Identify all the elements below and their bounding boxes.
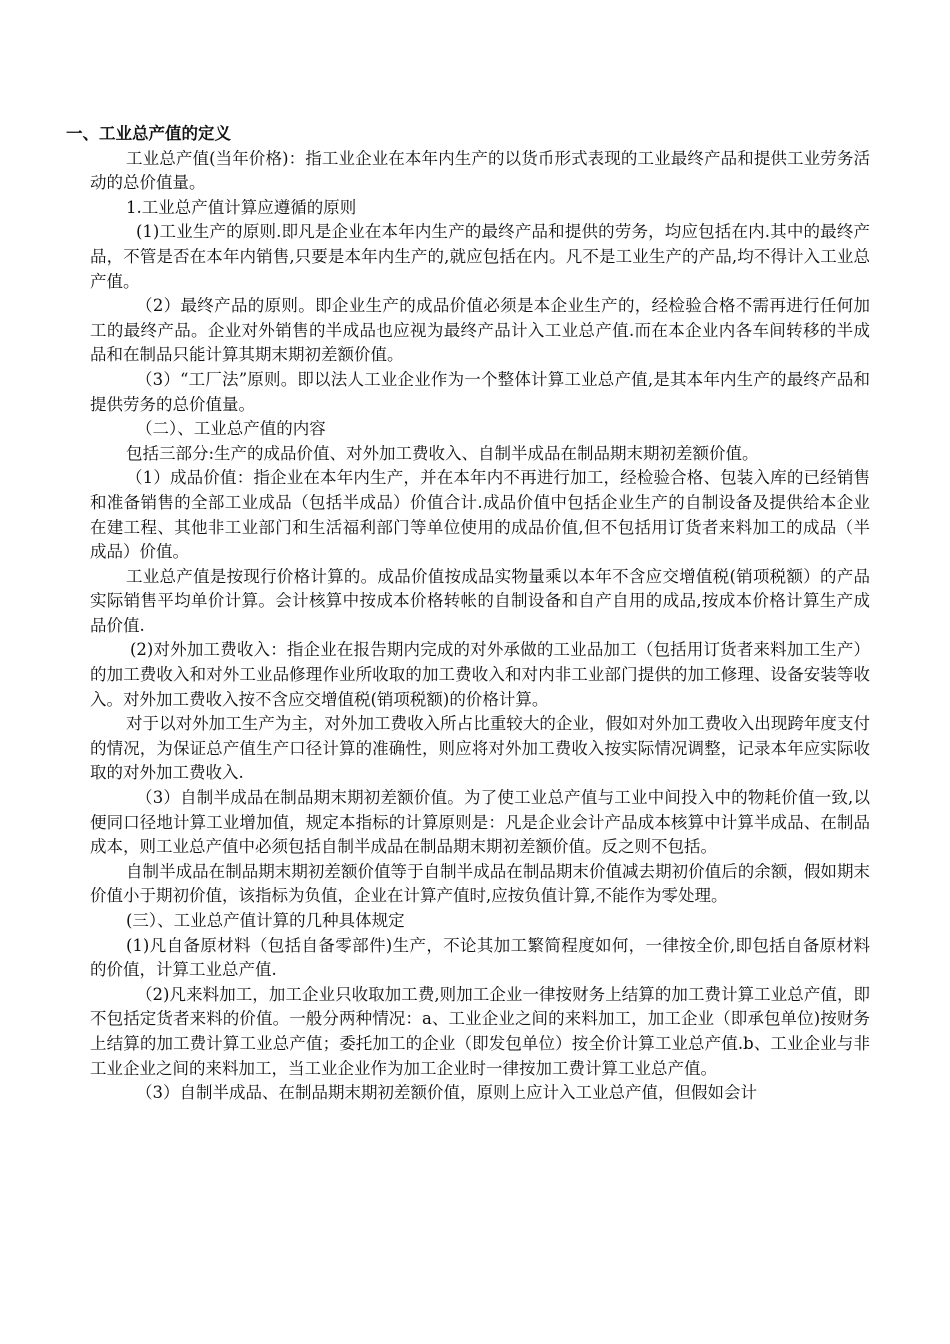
processing-fee-paragraph: (2)对外加工费收入：指企业在报告期内完成的对外承做的工业品加工（包括用订货者来料加工生产）的加工费收入和对外工业品修理作业所收取的加工费收入和对内非工业部门提供的加工修理、设备安装等收入。对外加工费收入按不含应交增值税(销项税额)的价格计算。 [90,640,870,709]
section-heading: 一、工业总产值的定义 [66,124,231,143]
regulation-2-paragraph: （2)凡来料加工，加工企业只收取加工费,则加工企业一律按财务上结算的加工费计算工业总产值，即不包括定货者来料的价值。一般分两种情况：a、工业企业之间的来料加工，加工企业（即承包单位)按财务上结算的加工费计算工业总产值；委托加工的企业（即发包单位）按全价计算工业总产值.b、工业企业与非工业企业之间的来料加工，当工业企业作为加工企业时一律按加工费计算工业总产值。 [90,984,870,1078]
principle-1-paragraph: (1)工业生产的原则.即凡是企业在本年内生产的最终产品和提供的劳务，均应包括在内.其中的最终产品，不管是否在本年内销售,只要是本年内生产的,就应包括在内。凡不是工业生产的产品,均不得计入工业总产值。 [90,222,870,291]
semi-finished-paragraph: （3）自制半成品在制品期末期初差额价值。为了使工业总产值与工业中间投入中的物耗价值一致,以便同口径地计算工业增加值，规定本指标的计算原则是：凡是企业会计产品成本核算中计算半成品、在制品成本，则工业总产值中必须包括自制半成品在制品期末期初差额价值。反之则不包括。 [90,788,870,857]
semi-finished-difference-paragraph: 自制半成品在制品期末期初差额价值等于自制半成品在制品期末价值减去期初价值后的余额，假如期末价值小于期初价值，该指标为负值，企业在计算产值时,应按负值计算,不能作为零处理。 [90,861,870,906]
principles-subheading: 1.工业总产值计算应遵循的原则 [126,197,357,217]
principle-2-paragraph: （2）最终产品的原则。即企业生产的成品价值必须是本企业生产的，经检验合格不需再进行任何加工的最终产品。企业对外销售的半成品也应视为最终产品计入工业总产值.而在本企业内各车间转移的半成品和在制品只能计算其期末期初差额价值。 [90,296,870,365]
contents-subheading: （二）、工业总产值的内容 [136,419,326,439]
principle-3-paragraph: （3）“工厂法”原则。即以法人工业企业作为一个整体计算工业总产值,是其本年内生产的最终产品和提供劳务的总价值量。 [90,369,870,414]
regulation-3-paragraph: （3）自制半成品、在制品期末期初差额价值，原则上应计入工业总产值，但假如会计 [136,1083,757,1103]
regulations-subheading: (三）、工业总产值计算的几种具体规定 [126,911,405,930]
pricing-paragraph: 工业总产值是按现行价格计算的。成品价值按成品实物量乘以本年不含应交增值税(销项税额）的产品实际销售平均单价计算。会计核算中按成本价格转帐的自制设备和自产自用的成品,按成本价格计算生产成品价值. [90,566,870,635]
regulation-1-paragraph: (1)凡自备原材料（包括自备零部件)生产，不论其加工繁简程度如何，一律按全价,即包括自备原材料的价值，计算工业总产值. [90,935,870,980]
product-value-paragraph: （1）成品价值：指企业在本年内生产，并在本年内不再进行加工，经检验合格、包装入库的已经销售和准备销售的全部工业成品（包括半成品）价值合计.成品价值中包括企业生产的自制设备及提供给本企业在建工程、其他非工业部门和生活福利部门等单位使用的成品价值,但不包括用订货者来料加工的成品（半成品）价值。 [90,468,870,562]
contents-summary-paragraph: 包括三部分:生产的成品价值、对外加工费收入、自制半成品在制品期末期初差额价值。 [126,443,759,463]
document-body [66,122,870,1106]
processing-fee-adjustment-paragraph: 对于以对外加工生产为主，对外加工费收入所占比重较大的企业，假如对外加工费收入出现跨年度支付的情况，为保证总产值生产口径计算的准确性，则应将对外加工费收入按实际情况调整，记录本年应实际收取的对外加工费收入. [90,714,870,783]
definition-paragraph: 工业总产值(当年价格)：指工业企业在本年内生产的以货币形式表现的工业最终产品和提供工业劳务活动的总价值量。 [90,148,870,193]
